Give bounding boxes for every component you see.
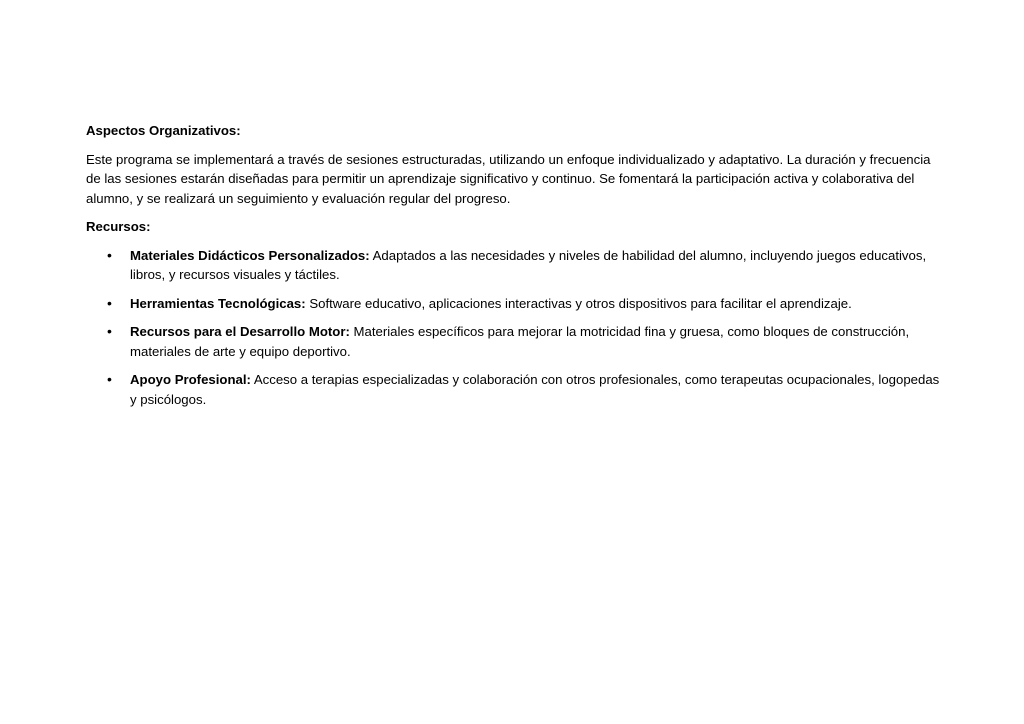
list-item [86,294,946,314]
document-page [86,121,946,418]
resources-list [86,246,946,410]
resource-text: Materiales específicos para mejorar la motricidad fina y gruesa, como bloques de construcción, materiales de arte y equipo deportivo. [130,324,910,359]
bullet-icon: • [107,371,112,387]
bullet-icon: • [107,294,112,311]
bullet-icon: • [107,246,112,263]
org-paragraph: Este programa se implementará a través de sesiones estructuradas, utilizando un enfoque individualizado y adaptativo. La duración y frecuencia de las sesiones estarán diseñadas para permitir un aprendizaje significativo y continuo. Se fomentará la participación activa y colaborativa del alumno, y se realizará un seguimiento y evaluación regular del progreso. [86,151,931,206]
resource-title: Recursos para el Desarrollo Motor: [130,324,350,339]
list-item [86,370,946,409]
resource-text: Software educativo, aplicaciones interactivas y otros dispositivos para facilitar el aprendizaje. [305,295,852,311]
list-item [86,322,946,361]
list-item [86,246,946,285]
resource-title: Herramientas Tecnológicas: [130,295,306,311]
resource-title: Materiales Didácticos Personalizados: [130,247,370,263]
org-heading: Aspectos Organizativos: [86,123,241,138]
resource-title: Apoyo Profesional: [130,372,251,387]
bullet-icon: • [107,323,112,339]
resources-heading: Recursos: [86,219,151,234]
resource-text: Acceso a terapias especializadas y colaboración con otros profesionales, como terapeutas ocupacionales, logopedas y psicólogos. [130,372,940,407]
resource-text: Adaptados a las necesidades y niveles de habilidad del alumno, incluyendo juegos educativos, libros, y recursos visuales y táctiles. [130,247,927,282]
